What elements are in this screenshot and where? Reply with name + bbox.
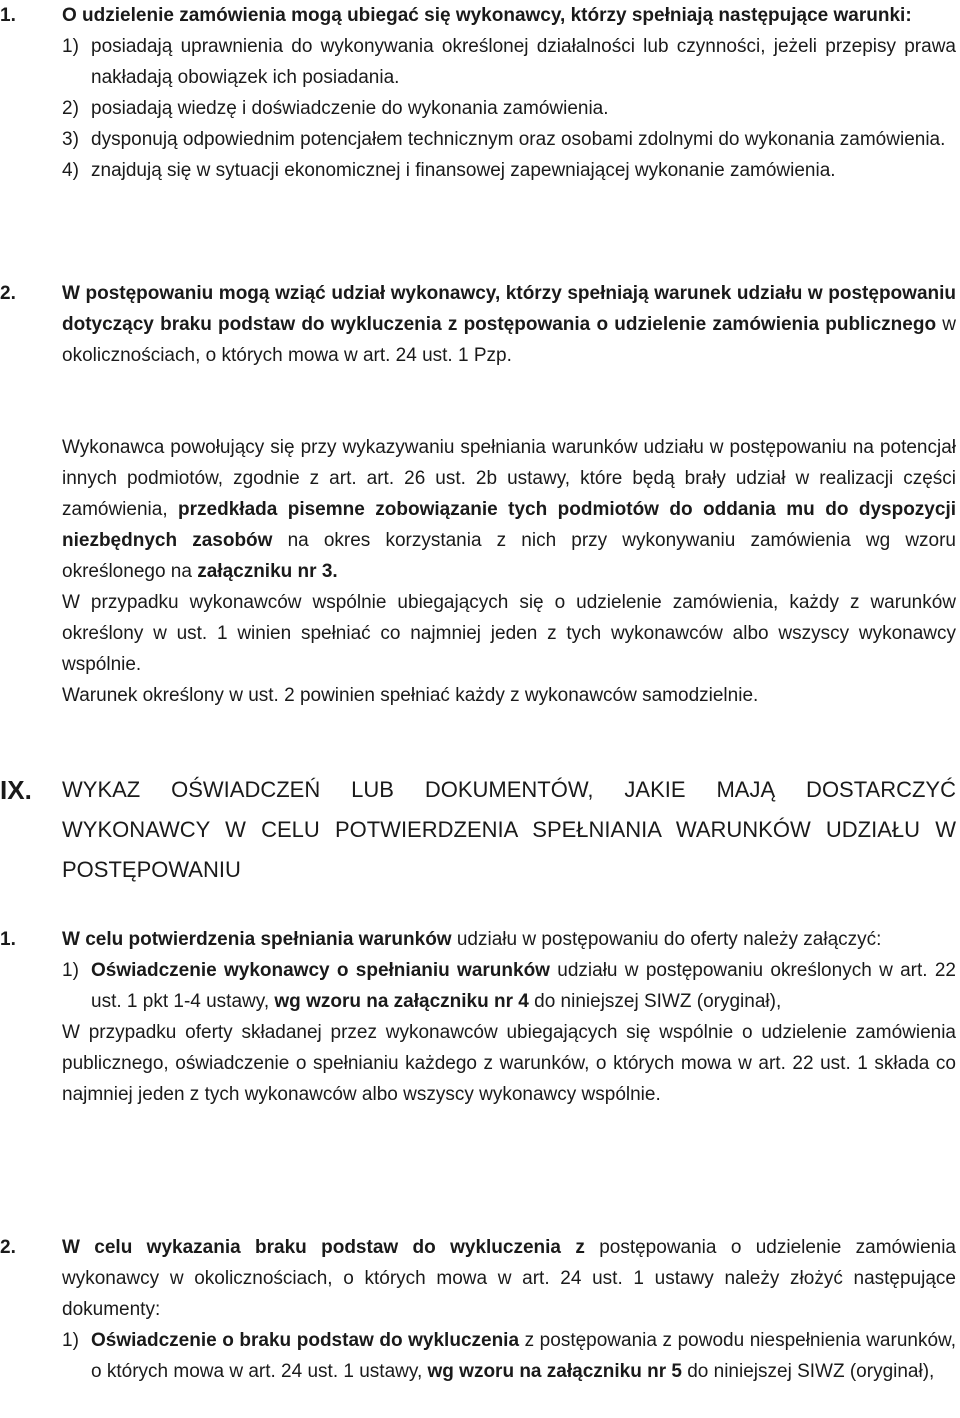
- sec-item-1-sub-1: 1) Oświadczenie wykonawcy o spełnianiu warunków udziału w postępowaniu określonych w art. 22 ust. 1 pkt 1-4 ustawy, wg wzoru na załączniku nr 4 do niniejszej SIWZ (oryginał),: [62, 960, 956, 1012]
- item-2-para-2: W przypadku wykonawców wspólnie ubiegających się o udzielenie zamówienia, każdy z warunków określony w ust. 1 winien spełniać co najmniej jeden z tych wykonawców albo wszyscy wykonawcy wspólnie.: [62, 592, 956, 675]
- sec-item-1-lead: W celu potwierdzenia spełniania warunków udziału w postępowaniu do oferty należy załączyć:: [62, 929, 882, 950]
- sec-item-1-para: W przypadku oferty składanej przez wykonawców ubiegających się wspólnie o udzielenie zamówienia publicznego, oświadczenie o spełnianiu każdego z warunków, o których mowa w art. 22 ust. 1 składa co najmniej jeden z tych wykonawców albo wszyscy wykonawcy wspólnie.: [62, 1022, 956, 1105]
- item-1-sub-4: 4) znajdują się w sytuacji ekonomicznej i finansowej zapewniającej wykonanie zamówienia.: [62, 160, 836, 181]
- item-2-para-3: Warunek określony w ust. 2 powinien spełniać każdy z wykonawców samodzielnie.: [62, 685, 759, 706]
- sec-item-2-lead: W celu wykazania braku podstaw do wykluczenia z postępowania o udzielenie zamówienia wykonawcy w okolicznościach, o których mowa w art. 24 ust. 1 ustawy należy złożyć następujące dokumenty:: [62, 1237, 956, 1320]
- item-2-lead: W postępowaniu mogą wziąć udział wykonawcy, którzy spełniają warunek udziału w postępowaniu dotyczący braku podstaw do wykluczenia z postępowania o udzieleniе zamówienia publicznego w okolicznościach, o których mowa w art. 24 ust. 1 Pzp.: [62, 283, 957, 366]
- item-1: [62, 0, 956, 186]
- sec-item-1-number: 1.: [0, 929, 16, 950]
- sec-item-2-sub-1: 1) Oświadczenie o braku podstaw do wykluczenia z postępowania z powodu niespełnienia warunków, o których mowa w art. 24 ust. 1 ustawy, wg wzoru na załączniku nr 5 do niniejszej SIWZ (oryginał),: [62, 1330, 956, 1382]
- item-2-number: 2.: [0, 283, 16, 304]
- item-2: [62, 278, 956, 371]
- item-1-lead: O udzieleniе zamówienia mogą ubiegać się wykonawcy, którzy spełniają następujące warunki:: [62, 5, 912, 26]
- item-1-sub-2: 2) posiadają wiedzę i doświadczenie do wykonania zamówienia.: [62, 98, 609, 119]
- item-2-details: [62, 432, 956, 711]
- item-1-sub-1: 1) posiadają uprawnienia do wykonywania określonej działalności lub czynności, jeżeli przepisy prawa nakładają obowiązek ich posiadania.: [62, 36, 956, 88]
- item-2-para-1: Wykonawca powołujący się przy wykazywaniu spełniania warunków udziału w postępowaniu na potencjał innych podmiotów, zgodnie z art. art. 26 ust. 2b ustawy, które będą brały udział w realizacji części zamówienia, przedkłada pisemne zobowiązanie tych podmiotów do oddania mu do dyspozycji niezbędnych zasobów na okres korzystania z nich przy wykonywaniu zamówienia wg wzoru określonego na załączniku nr 3.: [62, 437, 957, 582]
- sec-item-2: [62, 1232, 956, 1387]
- sec-item-1: [62, 924, 956, 1110]
- section-number: IX.: [0, 775, 32, 805]
- item-1-sub-3: 3) dysponują odpowiednim potencjałem technicznym oraz osobami zdolnymi do wykonania zamówienia.: [62, 129, 946, 150]
- sec-item-2-number: 2.: [0, 1237, 16, 1258]
- section-title: WYKAZ OŚWIADCZEŃ LUB DOKUMENTÓW, JAKIE MAJĄ DOSTARCZYĆ WYKONAWCY W CELU POTWIERDZENIA SPEŁNIANIA WARUNKÓW UDZIAŁU W POSTĘPOWANIU: [62, 777, 956, 882]
- item-1-number: 1.: [0, 5, 16, 26]
